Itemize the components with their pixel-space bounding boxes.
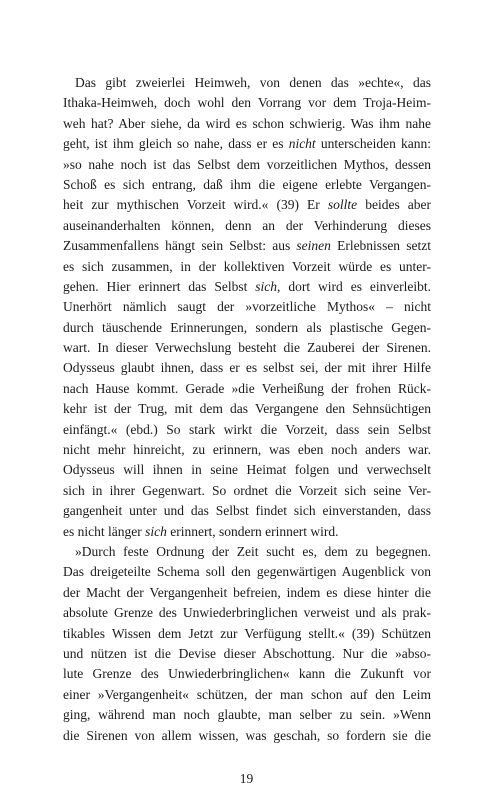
text-line — [63, 440, 431, 460]
text-segment: unterscheiden kann: — [315, 136, 431, 152]
text-line — [63, 195, 431, 215]
text-line — [63, 481, 431, 501]
emphasis-text: sich — [145, 523, 167, 539]
text-segment: ging, während man noch glaubte, man selber zu sein. »Wenn — [63, 707, 431, 723]
page-number: 19 — [239, 771, 254, 786]
text-line — [63, 420, 431, 440]
text-segment: es nicht länger — [63, 523, 146, 539]
text-line — [63, 583, 431, 603]
text-line — [63, 726, 431, 746]
text-line — [63, 114, 431, 134]
text-segment: tikables Wissen dem Jetzt zur Verfügung stellt.« (39) Schützen — [63, 625, 431, 641]
text-segment: die Sirenen von allem wissen, was geschah, so fordern sie die — [63, 727, 431, 743]
text-segment: »so nahe noch ist das Selbst dem vorzeitlichen Mythos, dessen — [63, 156, 431, 172]
text-segment: Unerhört nämlich saugt der »vorzeitliche Mythos« – nicht — [63, 299, 431, 315]
text-segment: und nützen ist die Devise dieser Abschottung. Nur die »abso- — [63, 645, 431, 661]
text-line — [63, 685, 431, 705]
text-segment: beides aber — [357, 197, 431, 213]
text-segment: Schoß es sich entrang, daß ihm die eigene erlebte Vergangen- — [63, 176, 431, 192]
text-line — [63, 73, 431, 93]
text-line — [63, 624, 431, 644]
text-line — [63, 318, 431, 338]
text-segment: »Durch feste Ordnung der Zeit sucht es, dem zu begegnen. — [75, 543, 431, 559]
text-segment: sich in ihrer Gegenwart. So ordnet die Vorzeit sich seine Ver- — [63, 482, 431, 498]
emphasis-text: nicht — [288, 136, 316, 152]
text-line — [63, 522, 431, 542]
text-segment: Ithaka-Heimweh, doch wohl den Vorrang vor dem Troja-Heim- — [63, 95, 431, 111]
text-segment: Erlebnissen setzt — [330, 238, 431, 254]
text-segment: gehen. Hier erinnert das Selbst — [63, 278, 256, 294]
text-segment: Odysseus glaubt ihnen, dass er es selbst sei, der mit ihrer Hilfe — [63, 360, 431, 376]
text-line — [63, 399, 431, 419]
emphasis-text: sollte — [327, 197, 358, 213]
text-line — [63, 277, 431, 297]
text-segment: kehr ist der Trug, mit dem das Vergangene den Sehnsüchtigen — [63, 401, 431, 417]
text-line — [63, 175, 431, 195]
text-line — [63, 460, 431, 480]
text-segment: einer »Vergangenheit« schützen, der man schon auf den Leim — [63, 686, 431, 702]
text-line — [63, 644, 431, 664]
text-segment: durch täuschende Erinnerungen, sondern als plastische Gegen- — [63, 319, 431, 335]
text-line — [63, 358, 431, 378]
text-line — [63, 542, 431, 562]
text-line — [63, 379, 431, 399]
text-line — [63, 93, 431, 113]
text-line — [63, 216, 431, 236]
text-segment: Zusammenfallens hängt sein Selbst: aus — [63, 238, 297, 254]
text-segment: , dort wird es einverleibt. — [277, 278, 431, 294]
text-segment: absolute Grenze des Unwiederbringlichen verweist und als prak- — [63, 605, 431, 621]
text-line — [63, 338, 431, 358]
text-segment: auseinanderhalten können, denn an der Verhinderung dieses — [63, 217, 431, 233]
text-segment: nicht mehr hinreicht, zu erinnern, was eben noch anders war. — [63, 442, 431, 458]
text-line — [63, 297, 431, 317]
emphasis-text: seinen — [296, 238, 331, 254]
text-segment: gangenheit unter und das Selbst findet sich einverstanden, dass — [63, 503, 431, 519]
text-segment: weh hat? Aber siehe, da wird es schon schwierig. Was ihm nahe — [63, 115, 431, 131]
text-line — [63, 705, 431, 725]
text-line — [63, 603, 431, 623]
text-line — [63, 155, 431, 175]
body-text — [63, 73, 431, 746]
text-line — [63, 562, 431, 582]
text-line — [63, 501, 431, 521]
text-segment: heit zur mythischen Vorzeit wird.« (39) Er — [63, 197, 328, 213]
text-segment: es sich zusammen, in der kollektiven Vorzeit würde es unter- — [63, 258, 431, 274]
text-line — [63, 664, 431, 684]
text-segment: geht, ist ihm gleich so nahe, dass er es — [63, 136, 289, 152]
text-segment: lute Grenze des Unwiederbringlichen« kann die Zukunft vor — [63, 666, 431, 682]
text-segment: der Macht der Vergangenheit befreien, indem es diese hinter die — [63, 584, 431, 600]
text-segment: wart. In dieser Verwechslung besteht die Zauberei der Sirenen. — [63, 340, 431, 356]
text-segment: Das gibt zweierlei Heimweh, von denen das »echte«, das — [75, 75, 431, 90]
emphasis-text: sich — [255, 278, 278, 294]
text-line — [63, 257, 431, 277]
text-line — [63, 236, 431, 256]
text-segment: Odysseus will ihnen in seine Heimat folgen und verwechselt — [63, 462, 431, 478]
text-segment: nach Hause kommt. Gerade »die Verheißung der frohen Rück- — [63, 380, 431, 396]
text-line — [63, 134, 431, 154]
text-segment: Das dreigeteilte Schema soll den gegenwärtigen Augenblick von — [63, 564, 431, 580]
text-segment: erinnert, sondern erinnert wird. — [166, 523, 339, 539]
text-segment: einfängt.« (ebd.) So stark wirkt die Vorzeit, dass sein Selbst — [63, 421, 431, 437]
